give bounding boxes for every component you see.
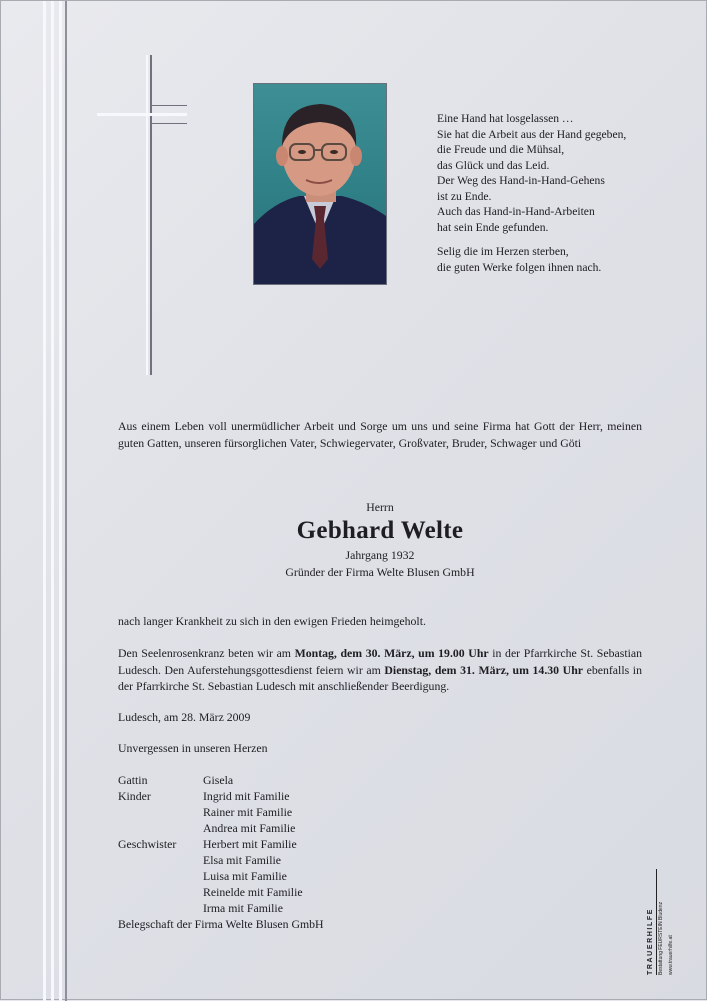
poem-line: ist zu Ende. bbox=[437, 189, 492, 203]
poem-line: Sie hat die Arbeit aus der Hand gegeben, bbox=[437, 127, 627, 141]
peace-text: nach langer Krankheit zu sich in den ewigen Frieden heimgeholt. bbox=[118, 614, 426, 628]
logo-brand: TRAUERHILFE bbox=[647, 908, 654, 975]
family-relation bbox=[118, 900, 203, 916]
poem bbox=[437, 111, 687, 275]
family-row bbox=[118, 788, 518, 804]
logo-company: Bestattung FEURSTEIN Bludenz bbox=[658, 901, 664, 975]
family-row bbox=[118, 852, 518, 868]
rosary-date: Montag, dem 30. März, um 19.00 Uhr bbox=[294, 646, 489, 660]
family-row bbox=[118, 884, 518, 900]
salutation: Herrn bbox=[366, 500, 394, 514]
staff-row bbox=[118, 916, 518, 932]
service-text-b: in der Pfarrkirche St. Sebastian Ludesch. Den Auferstehungsgottesdienst feiern wir am bbox=[118, 646, 643, 677]
family-member: Andrea mit Familie bbox=[203, 821, 296, 835]
family-list bbox=[118, 772, 518, 932]
intro-text: Aus einem Leben voll unermüdlicher Arbeit und Sorge um uns und seine Firma hat Gott der Herr, meinen guten Gatten, unseren fürsorglichen Vater, Schwiegervater, Großvater, Bruder, Schwager und Göti bbox=[118, 419, 642, 450]
poem-line: hat sein Ende gefunden. bbox=[437, 220, 549, 234]
family-member: Gisela bbox=[203, 773, 234, 787]
remembrance-text: Unvergessen in unseren Herzen bbox=[118, 741, 268, 755]
family-relation bbox=[118, 852, 203, 868]
family-row bbox=[118, 772, 518, 788]
portrait-photo bbox=[253, 83, 387, 285]
staff-text: Belegschaft der Firma Welte Blusen GmbH bbox=[118, 917, 324, 931]
funeral-service-logo bbox=[647, 869, 683, 975]
funeral-date: Dienstag, dem 31. März, um 14.30 Uhr bbox=[384, 662, 583, 677]
family-relation bbox=[118, 868, 203, 884]
birth-year: Jahrgang 1932 bbox=[345, 548, 415, 562]
family-member: Luisa mit Familie bbox=[203, 869, 287, 883]
family-row bbox=[118, 900, 518, 916]
deceased-name: Gebhard Welte bbox=[296, 517, 464, 544]
family-member: Reinelde mit Familie bbox=[203, 885, 303, 899]
family-relation bbox=[118, 804, 203, 820]
poem-line: Der Weg des Hand-in-Hand-Gehens bbox=[437, 174, 605, 187]
logo-website: www.trauerhilfe.at bbox=[668, 935, 674, 975]
poem-line: Eine Hand hat losgelassen … bbox=[437, 112, 574, 125]
poem-line: die Freude und die Mühsal, bbox=[437, 143, 565, 156]
service-announcement bbox=[118, 645, 642, 695]
family-relation: Geschwister bbox=[118, 837, 177, 851]
family-row bbox=[118, 820, 518, 836]
family-member: Elsa mit Familie bbox=[203, 853, 281, 867]
poem-closing-line: die guten Werke folgen ihnen nach. bbox=[437, 260, 602, 274]
service-text-a: Den Seelenrosenkranz beten wir am bbox=[118, 646, 295, 660]
deceased-role: Gründer der Firma Welte Blusen GmbH bbox=[285, 565, 475, 579]
decorative-side-stripes bbox=[41, 1, 69, 1001]
family-relation bbox=[118, 820, 203, 836]
family-row bbox=[118, 804, 518, 820]
family-relation bbox=[118, 884, 203, 900]
family-member: Ingrid mit Familie bbox=[203, 789, 290, 803]
poem-line: das Glück und das Leid. bbox=[437, 158, 550, 172]
poem-line: Auch das Hand-in-Hand-Arbeiten bbox=[437, 205, 595, 218]
family-member: Rainer mit Familie bbox=[203, 805, 293, 819]
family-member: Irma mit Familie bbox=[203, 901, 283, 915]
family-row bbox=[118, 836, 518, 852]
place-date: Ludesch, am 28. März 2009 bbox=[118, 710, 251, 724]
service-text-c: ebenfalls in der Pfarrkirche St. Sebastian Ludesch mit anschließender Beerdigung. bbox=[118, 662, 642, 693]
poem-closing-line: Selig die im Herzen sterben, bbox=[437, 245, 569, 258]
family-member: Herbert mit Familie bbox=[203, 837, 297, 851]
family-row bbox=[118, 868, 518, 884]
family-relation: Gattin bbox=[118, 773, 148, 787]
family-relation: Kinder bbox=[118, 789, 151, 803]
